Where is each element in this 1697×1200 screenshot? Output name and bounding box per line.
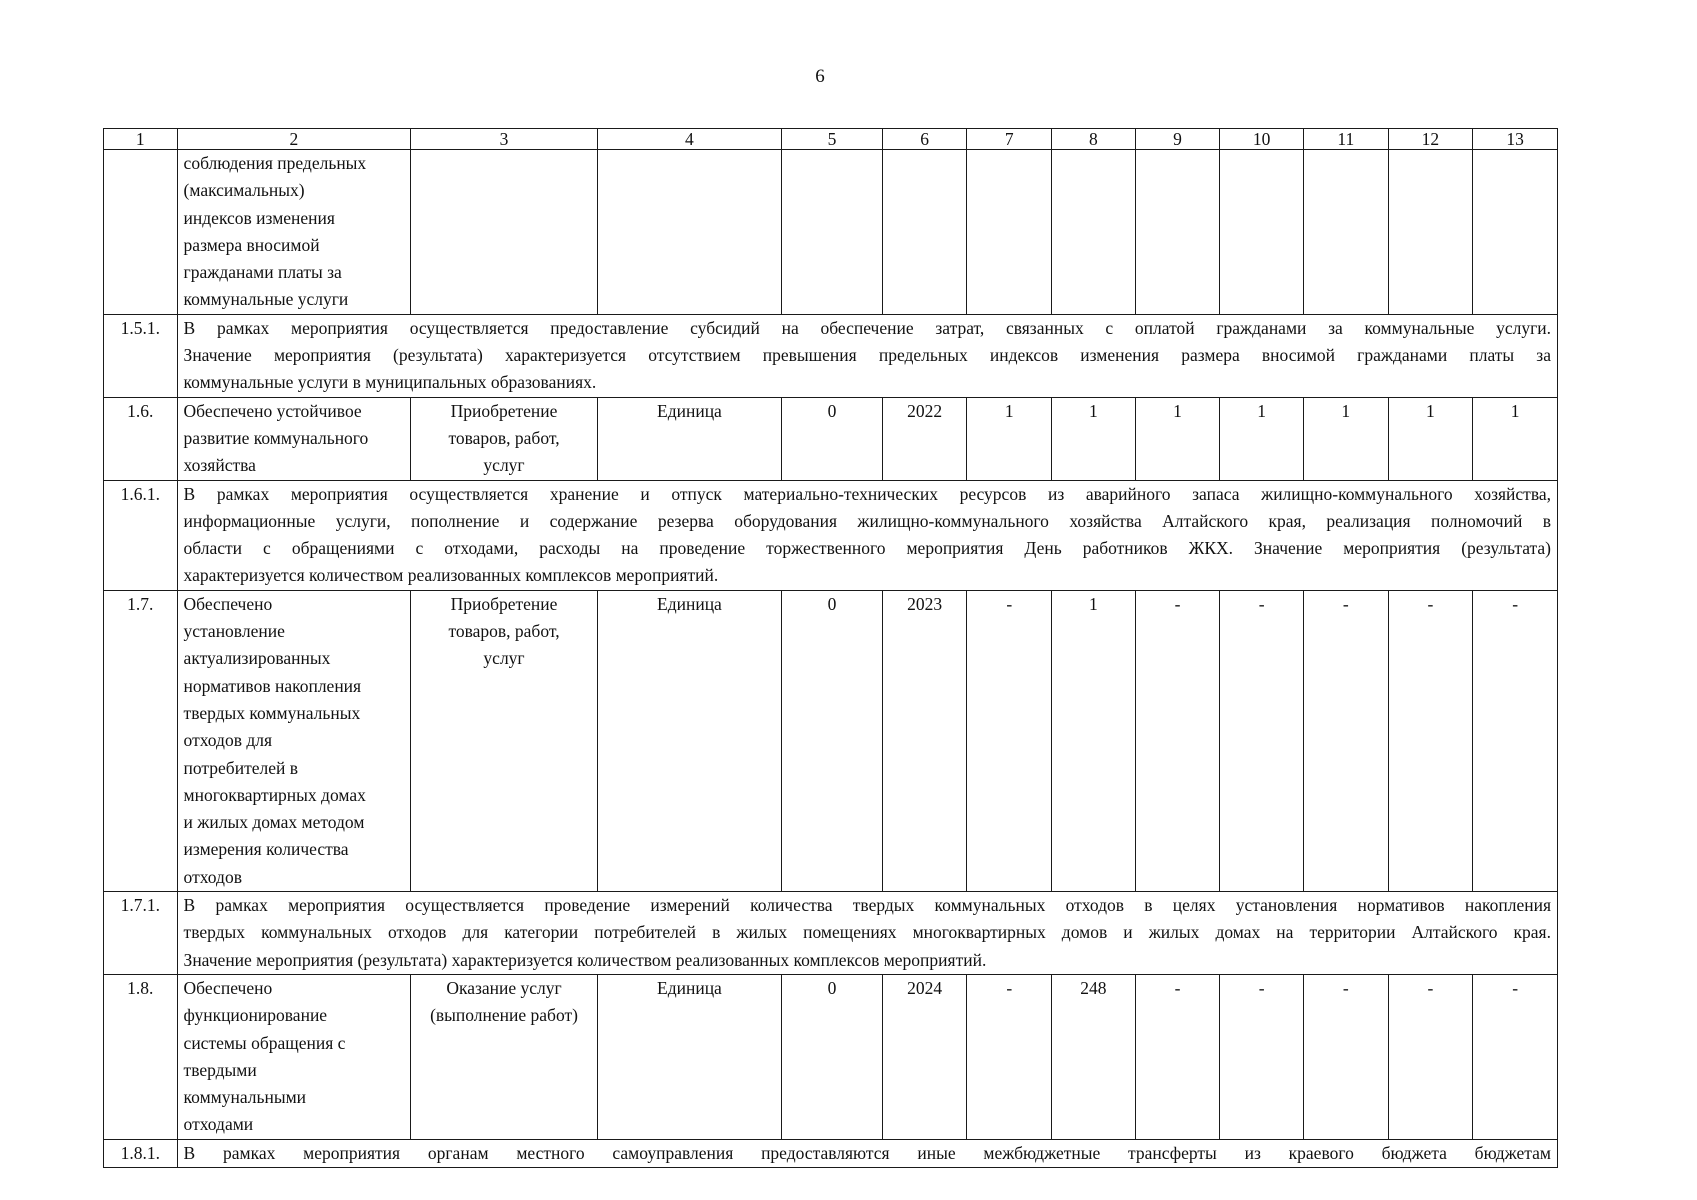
value-cell: 1 <box>967 397 1052 480</box>
measure-name-line: потребителей в <box>183 757 298 778</box>
value-cell <box>967 150 1052 315</box>
measure-type-line: Приобретение <box>450 593 558 614</box>
description-line: В рамках мероприятия осуществляется проведение измерений количества твердых коммунальных отходов в целях установления нормативов накопления <box>183 895 1551 916</box>
header-cell: 12 <box>1388 129 1473 150</box>
row-number: 1.8. <box>104 974 178 1139</box>
measure-name-line: и жилых домах методом <box>183 812 365 833</box>
measure-description <box>177 1139 1557 1167</box>
measure-name-line: измерения количества <box>183 839 349 860</box>
measure-name-line: многоквартирных домах <box>183 784 366 805</box>
measure-type-line: Приобретение <box>450 400 558 421</box>
value-cell: 1 <box>1303 397 1388 480</box>
table-row <box>104 590 1558 891</box>
measure-type-line: (выполнение работ) <box>430 1005 578 1026</box>
value-cell: - <box>1220 590 1304 891</box>
measure-type <box>411 974 597 1139</box>
value-cell: 2022 <box>882 397 967 480</box>
value-cell: - <box>1220 974 1304 1139</box>
value-cell <box>1052 150 1136 315</box>
measure-name-line: твердыми <box>183 1059 257 1080</box>
measure-name-line: функционирование <box>183 1005 328 1026</box>
measure-name-line: отходами <box>183 1114 254 1135</box>
measure-type-line: услуг <box>483 455 525 476</box>
measure-name-line: развитие коммунального <box>183 427 369 448</box>
value-cell: - <box>1473 590 1558 891</box>
value-cell: - <box>1303 590 1388 891</box>
header-row <box>104 129 1558 150</box>
description-line: В рамках мероприятия осуществляется предоставление субсидий на обеспечение затрат, связанных с оплатой гражданами за коммунальные услуги. <box>183 317 1551 338</box>
unit-cell: Единица <box>597 974 781 1139</box>
measures-table <box>103 128 1558 1168</box>
description-line: информационные услуги, пополнение и содержание резерва оборудования жилищно-коммунального хозяйства Алтайского края, реализация полномочий в <box>183 510 1551 531</box>
measure-type-line: Оказание услуг <box>446 977 562 998</box>
measure-name-line: гражданами платы за <box>183 262 342 283</box>
header-cell: 11 <box>1303 129 1388 150</box>
value-cell: 0 <box>782 590 883 891</box>
row-number: 1.7. <box>104 590 178 891</box>
measure-name-line: системы обращения с <box>183 1032 346 1053</box>
value-cell: - <box>1473 974 1558 1139</box>
measure-name-line: отходов для <box>183 730 273 751</box>
measure-name-line: размера вносимой <box>183 234 320 255</box>
measure-type <box>411 397 597 480</box>
row-number <box>104 150 178 315</box>
row-number: 1.5.1. <box>104 314 178 397</box>
description-line: коммунальные услуги в муниципальных образованиях. <box>183 372 597 393</box>
measure-name <box>177 974 411 1139</box>
measure-name <box>177 590 411 891</box>
measure-type-line: товаров, работ, <box>448 427 560 448</box>
measure-type-line: услуг <box>483 648 525 669</box>
row-number: 1.8.1. <box>104 1139 178 1167</box>
unit-cell <box>597 150 781 315</box>
table-row <box>104 397 1558 480</box>
header-cell: 2 <box>177 129 411 150</box>
header-cell: 10 <box>1220 129 1304 150</box>
value-cell <box>1473 150 1558 315</box>
description-line: твердых коммунальных отходов для категории потребителей в жилых помещениях многоквартирных домов и жилых домах на территории Алтайского края. <box>183 922 1551 943</box>
value-cell: 2024 <box>882 974 967 1139</box>
description-line: области с обращениями с отходами, расходы на проведение торжественного мероприятия День работников ЖКХ. Значение мероприятия (результата) <box>183 538 1551 559</box>
value-cell <box>1388 150 1473 315</box>
description-row <box>104 892 1558 975</box>
value-cell: - <box>1388 590 1473 891</box>
value-cell <box>1303 150 1388 315</box>
value-cell <box>882 150 967 315</box>
description-row <box>104 314 1558 397</box>
description-line: Значение мероприятия (результата) характеризуется количеством реализованных комплексов мероприятий. <box>183 949 987 970</box>
header-cell: 9 <box>1135 129 1220 150</box>
value-cell: - <box>967 590 1052 891</box>
value-cell <box>1220 150 1304 315</box>
row-number: 1.6.1. <box>104 480 178 590</box>
measure-name-line: отходов <box>183 866 242 887</box>
measure-name <box>177 397 411 480</box>
value-cell: - <box>967 974 1052 1139</box>
description-line: характеризуется количеством реализованных комплексов мероприятий. <box>183 565 719 586</box>
row-number: 1.6. <box>104 397 178 480</box>
value-cell: - <box>1135 974 1220 1139</box>
measure-type <box>411 590 597 891</box>
measure-name-line: нормативов накопления <box>183 675 362 696</box>
value-cell <box>1135 150 1220 315</box>
description-line: В рамках мероприятия осуществляется хранение и отпуск материально-технических ресурсов из аварийного запаса жилищно-коммунального хозяйства, <box>183 483 1551 504</box>
value-cell: 248 <box>1052 974 1136 1139</box>
header-cell: 7 <box>967 129 1052 150</box>
measure-name-line: коммунальные услуги <box>183 289 349 310</box>
measure-name-line: хозяйства <box>183 455 256 476</box>
measure-name-line: установление <box>183 621 285 642</box>
measure-name-line: коммунальными <box>183 1087 307 1108</box>
measure-name-line: твердых коммунальных <box>183 702 361 723</box>
value-cell <box>782 150 883 315</box>
header-cell: 6 <box>882 129 967 150</box>
header-cell: 1 <box>104 129 178 150</box>
page-number: 6 <box>815 66 825 87</box>
value-cell: 2023 <box>882 590 967 891</box>
measure-description <box>177 314 1557 397</box>
value-cell: - <box>1388 974 1473 1139</box>
measure-description <box>177 892 1557 975</box>
measure-name-line: Обеспечено устойчивое <box>183 400 362 421</box>
measure-type-line: товаров, работ, <box>448 621 560 642</box>
header-cell: 4 <box>597 129 781 150</box>
value-cell: 1 <box>1052 397 1136 480</box>
measure-name-line: (максимальных) <box>183 180 305 201</box>
measure-name-line: индексов изменения <box>183 207 335 228</box>
description-row <box>104 1139 1558 1167</box>
measure-type <box>411 150 597 315</box>
header-cell: 3 <box>411 129 597 150</box>
value-cell: 1 <box>1052 590 1136 891</box>
description-row <box>104 480 1558 590</box>
table-row <box>104 150 1558 315</box>
measure-name-line: Обеспечено <box>183 977 273 998</box>
measure-name-line: Обеспечено <box>183 593 273 614</box>
measure-name <box>177 150 411 315</box>
row-number: 1.7.1. <box>104 892 178 975</box>
value-cell: - <box>1135 590 1220 891</box>
header-cell: 8 <box>1052 129 1136 150</box>
value-cell: 1 <box>1220 397 1304 480</box>
description-line: Значение мероприятия (результата) характеризуется отсутствием превышения предельных индексов изменения размера вносимой гражданами платы за <box>183 345 1551 366</box>
measure-name-line: актуализированных <box>183 648 331 669</box>
unit-cell: Единица <box>597 397 781 480</box>
value-cell: 0 <box>782 974 883 1139</box>
value-cell: 1 <box>1135 397 1220 480</box>
description-line: В рамках мероприятия органам местного самоуправления предоставляются иные межбюджетные трансферты из краевого бюджета бюджетам <box>183 1142 1551 1163</box>
value-cell: - <box>1303 974 1388 1139</box>
value-cell: 1 <box>1388 397 1473 480</box>
measure-description <box>177 480 1557 590</box>
unit-cell: Единица <box>597 590 781 891</box>
value-cell: 0 <box>782 397 883 480</box>
measure-name-line: соблюдения предельных <box>183 153 367 173</box>
value-cell: 1 <box>1473 397 1558 480</box>
header-cell: 5 <box>782 129 883 150</box>
header-cell: 13 <box>1473 129 1558 150</box>
table-row <box>104 974 1558 1139</box>
